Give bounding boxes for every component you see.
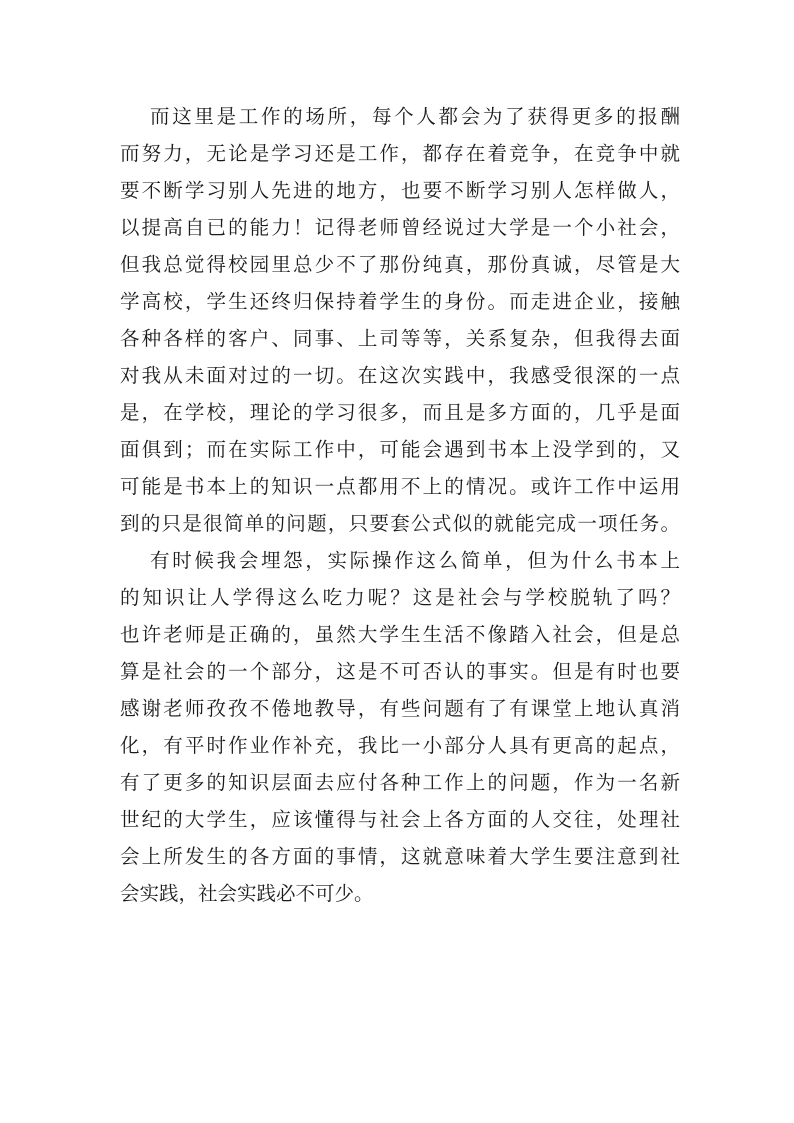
text-line: 化，有平时作业作补充，我比一小部分人具有更高的起点， <box>120 734 680 757</box>
text-line: 也许老师是正确的，虽然大学生生活不像踏入社会，但是总 <box>120 623 680 646</box>
text-line: 有了更多的知识层面去应付各种工作上的问题，作为一名新 <box>120 771 680 794</box>
text-line: 有时候我会埋怨，实际操作这么简单，但为什么书本上 <box>150 549 680 572</box>
text-line: 学高校，学生还终归保持着学生的身份。而走进企业，接触 <box>120 290 680 313</box>
text-line: 面俱到；而在实际工作中，可能会遇到书本上没学到的，又 <box>120 438 680 461</box>
text-line: 对我从未面对过的一切。在这次实践中，我感受很深的一点 <box>120 364 680 387</box>
text-line: 的知识让人学得这么吃力呢？这是社会与学校脱轨了吗？ <box>120 586 680 609</box>
text-line: 会实践，社会实践必不可少。 <box>120 882 374 905</box>
text-line: 会上所发生的各方面的事情，这就意味着大学生要注意到社 <box>120 845 680 868</box>
text-line: 世纪的大学生，应该懂得与社会上各方面的人交往，处理社 <box>120 808 680 831</box>
text-line: 是，在学校，理论的学习很多，而且是多方面的，几乎是面 <box>120 401 680 424</box>
text-line: 而这里是工作的场所，每个人都会为了获得更多的报酬 <box>150 105 680 128</box>
text-line: 感谢老师孜孜不倦地教导，有些问题有了有课堂上地认真消 <box>120 697 680 720</box>
body-text <box>120 98 680 912</box>
text-line: 到的只是很简单的问题，只要套公式似的就能完成一项任务。 <box>120 512 680 535</box>
text-line: 算是社会的一个部分，这是不可否认的事实。但是有时也要 <box>120 660 680 683</box>
text-line: 要不断学习别人先进的地方，也要不断学习别人怎样做人， <box>120 179 680 202</box>
text-line: 各种各样的客户、同事、上司等等，关系复杂，但我得去面 <box>120 327 680 350</box>
text-line: 可能是书本上的知识一点都用不上的情况。或许工作中运用 <box>120 475 680 498</box>
text-line: 以提高自已的能力！记得老师曾经说过大学是一个小社会， <box>120 216 680 239</box>
text-line: 但我总觉得校园里总少不了那份纯真，那份真诚，尽管是大 <box>120 253 680 276</box>
text-line: 而努力，无论是学习还是工作，都存在着竞争，在竞争中就 <box>120 142 680 165</box>
